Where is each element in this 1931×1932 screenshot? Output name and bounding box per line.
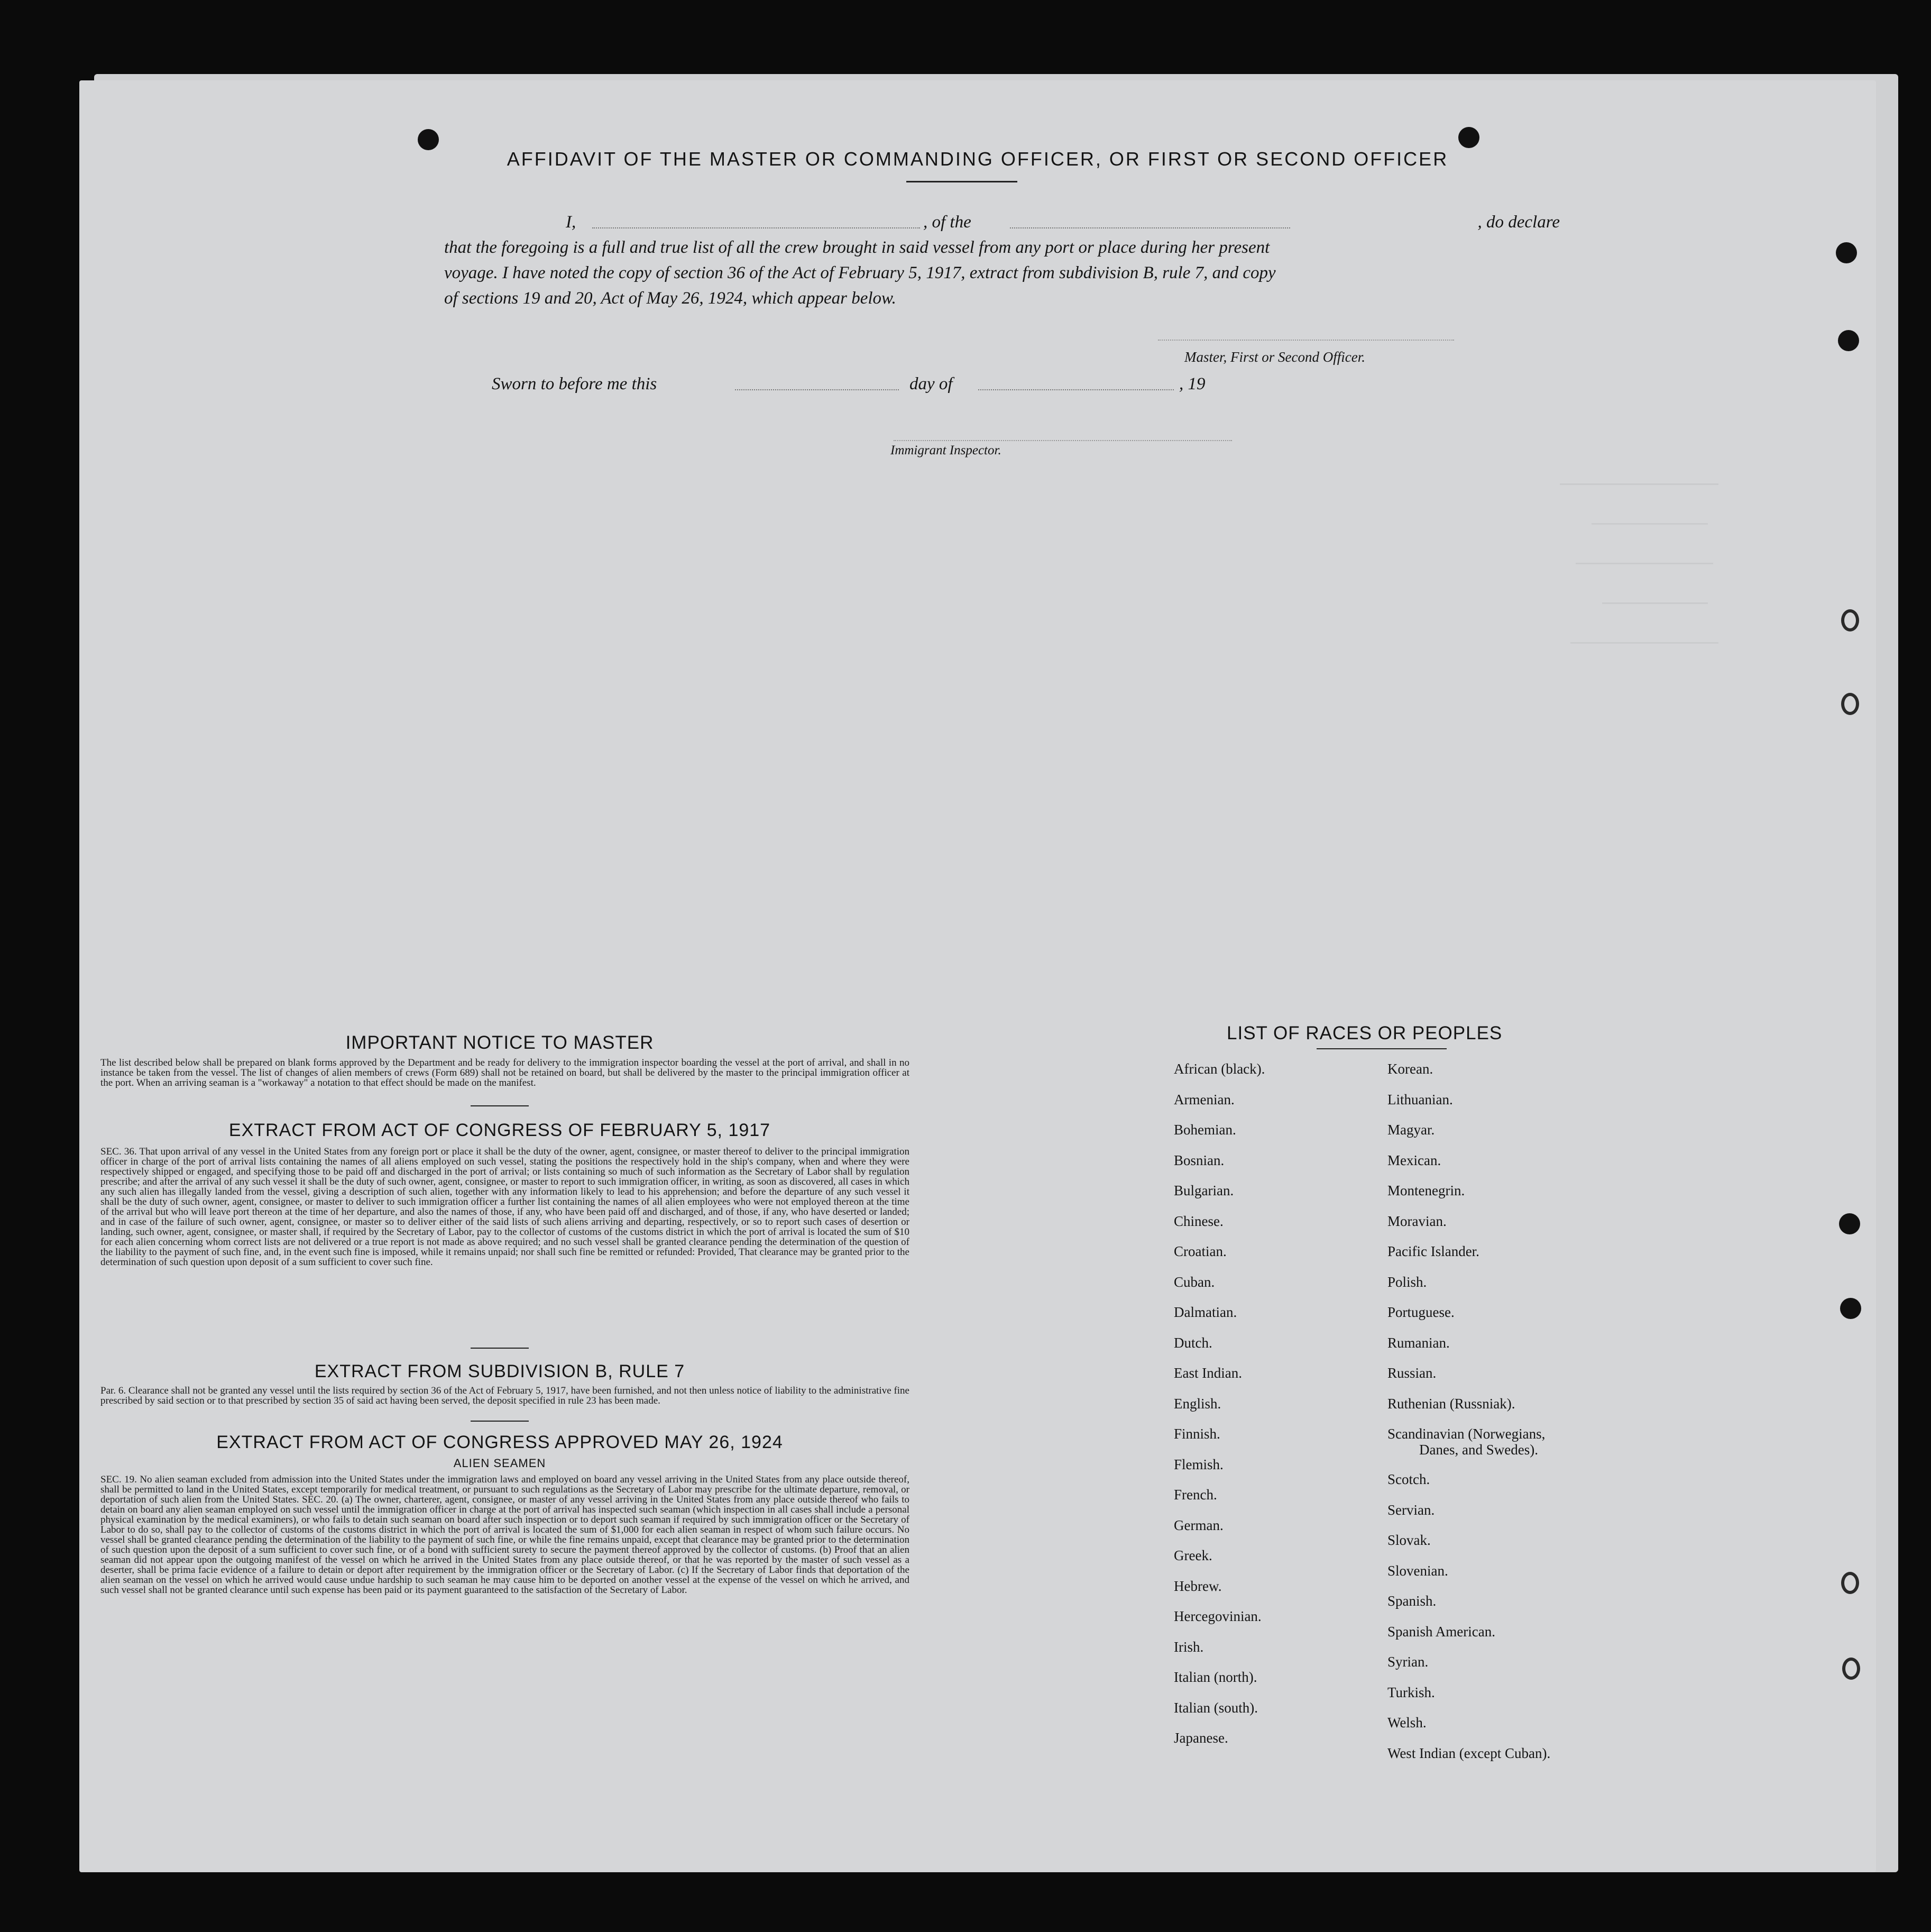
declaration-line-3: voyage. I have noted the copy of section 36 of the Act of February 5, 1917, extract from subdivision B, rule 7, and copy — [444, 263, 1276, 282]
declare-label: , do declare — [1477, 213, 1560, 232]
punch-hole — [1842, 1658, 1860, 1680]
race-item: Turkish. — [1387, 1684, 1435, 1700]
race-item: Scotch. — [1387, 1471, 1430, 1487]
master-signature-field[interactable] — [1158, 340, 1454, 341]
punch-hole — [1841, 693, 1859, 715]
race-item: Dalmatian. — [1174, 1304, 1237, 1320]
punch-hole — [1838, 330, 1859, 351]
race-item: Pacific Islander. — [1387, 1243, 1479, 1259]
declaration-line-4: of sections 19 and 20, Act of May 26, 1924, which appear below. — [444, 289, 896, 308]
race-item: English. — [1174, 1395, 1221, 1412]
race-item: Finnish. — [1174, 1426, 1220, 1442]
race-item: Servian. — [1387, 1501, 1435, 1518]
races-title: LIST OF RACES OR PEOPLES — [1227, 1023, 1503, 1043]
race-item: Ruthenian (Russniak). — [1387, 1395, 1515, 1412]
race-item: Scandinavian (Norwegians, — [1387, 1426, 1546, 1442]
extract-1917-title: EXTRACT FROM ACT OF CONGRESS OF FEBRUARY 5, 1917 — [228, 1120, 771, 1140]
sworn-statement — [492, 374, 1285, 394]
race-item: Spanish. — [1387, 1593, 1437, 1609]
race-item: Dutch. — [1174, 1334, 1212, 1351]
punch-hole — [1840, 1298, 1861, 1319]
rule7-body: Par. 6. Clearance shall not be granted any vessel until the lists required by section 36 of the Act of February 5, 1917, have been furnished, and not then unless notice of liability to the administrative fine prescribed by said section or to that prescribed by section 35 of said act having been served, the deposit specified in rule 23 has been made. — [100, 1386, 909, 1406]
race-item: Spanish American. — [1387, 1623, 1495, 1640]
race-item: French. — [1174, 1487, 1217, 1503]
race-item: Montenegrin. — [1387, 1183, 1465, 1198]
race-item: Hebrew. — [1174, 1578, 1222, 1594]
race-item: Bosnian. — [1174, 1152, 1225, 1168]
rule7-title: EXTRACT FROM SUBDIVISION B, RULE 7 — [314, 1361, 685, 1381]
year-label: , 19 — [1179, 374, 1206, 393]
affidavit-title: AFFIDAVIT OF THE MASTER OR COMMANDING OFFICER, OR FIRST OR SECOND OFFICER — [507, 148, 1449, 170]
race-item: East Indian. — [1174, 1365, 1242, 1381]
race-item: Armenian. — [1174, 1091, 1235, 1107]
extract-1924-title: EXTRACT FROM ACT OF CONGRESS APPROVED MAY 26, 1924 — [216, 1432, 783, 1452]
race-item: Croatian. — [1174, 1243, 1227, 1259]
punch-hole — [1836, 242, 1857, 263]
sworn-label: Sworn to before me this — [492, 374, 657, 393]
extract-1924-subtitle: ALIEN SEAMEN — [453, 1457, 546, 1470]
race-item: Rumanian. — [1387, 1334, 1450, 1351]
race-item: Danes, and Swedes). — [1419, 1442, 1538, 1458]
punch-hole — [1839, 1213, 1860, 1234]
extract-1924-body: SEC. 19. No alien seaman excluded from admission into the United States under the immigration laws and employed on board any vessel arriving in the United States from any place outside thereof, shall be permitted to land in the United States, except temporarily for medical treatment, or pursuant to such regulations as the Secretary of Labor may prescribe for the ultimate departure, removal, or deportation of such alien from the United States. SEC. 20. (a) The owner, charterer, agent, consignee, or master of any vessel arriving in the United States from any place outside thereof who fails to detain on board any alien seaman employed on such vessel until the immigration officer in charge at the port of arrival has inspected such seaman (which inspection in all cases shall include a personal physical examination by the medical examiners), or who fails to detain such seaman on board after such inspection or to deport such seaman if required by such immigration officer or the Secretary of Labor to do so, shall pay to the collector of customs of the customs district in which the port of arrival is located the sum of $1,000 for each alien seaman in respect of whom such failure occurs. No vessel shall be granted clearance pending the determination of the liability to the payment of such fine, or while the fine remains unpaid, except that clearance may be granted prior to the determination of such question upon the deposit of a sum sufficient to cover such fine, or of a bond with sufficient surety to secure the payment thereof approved by the collector of customs. (b) Proof that an alien seaman did not appear upon the outgoing manifest of the vessel on which he arrived in the United States from any place outside thereof, or that he was reported by the master of such vessel as a deserter, shall be prima facie evidence of a failure to detain or deport after requirement by the immigration officer or the Secretary of Labor. (c) If the Secretary of Labor finds that deportation of the alien seaman on the vessel on which he arrived would cause undue hardship to such seaman he may cause him to be deported on another vessel at the expense of the vessel on which he arrived, and such vessel shall not be granted clearance until such expense has been paid or its payment guaranteed to the satisfaction of the Secretary of Labor. — [100, 1475, 909, 1596]
declarant-prefix: I, — [566, 213, 576, 232]
declarant-name-field[interactable] — [592, 227, 920, 228]
inspector-signature-label: Immigrant Inspector. — [890, 443, 1001, 457]
extract-1917-body: SEC. 36. That upon arrival of any vessel in the United States from any foreign port or place it shall be the duty of the owner, agent, consignee, or master thereof to deliver to the principal immigration officer in charge of the port of arrival lists containing the names of all aliens employed on such vessel, stating the positions the respectively hold in the ship's company, when and where they were respectively shipped or engaged, and specifying those to be paid off and discharged in the port of arrival; or lists containing so much of such information as the Secretary of Labor shall by regulation prescribe; and after the arrival of any such vessel it shall be the duty of such owner, agent, consignee, or master to report to such immigration officer, in writing, as soon as discovered, all cases in which any such alien has illegally landed from the vessel, giving a description of such alien, together with any information likely to lead to his apprehension; and before the departure of any such vessel it shall be the duty of such owner, agent, consignee, or master to deliver to such immigration officer a further list containing the names of all alien employees who were not employed thereon at the time of the arrival but who will leave port thereon at the time of her departure, and also the names of those, if any, who have been paid off and discharged, and of those, if any, who have deserted or landed; and in case of the failure of such owner, agent, consignee, or master so to deliver either of the said lists of such aliens arriving and departing, respectively, or so to report such cases of desertion or landing, such owner, agent, consignee, or master shall, if required by the Secretary of Labor, pay to the collector of customs of the customs district in which the port of arrival is located the sum of $10 for each alien concerning whom correct lists are not delivered or a true report is not made as above required; and no such vessel shall be granted clearance pending the determination of the question of the liability to the payment of such fine, and, in the event such fine is imposed, while it remains unpaid; nor shall such fine be remitted or refunded: Provided, That clearance may be granted prior to the determination of such question upon deposit of a sum sufficient to cover such fine. — [100, 1147, 909, 1268]
race-item: Cuban. — [1174, 1274, 1215, 1290]
sworn-month-field[interactable] — [978, 389, 1174, 390]
race-item: Magyar. — [1387, 1122, 1435, 1138]
race-item: Portuguese. — [1387, 1304, 1455, 1320]
master-signature-label: Master, First or Second Officer. — [1184, 349, 1365, 365]
section-divider — [471, 1348, 529, 1349]
race-item: Welsh. — [1387, 1715, 1427, 1730]
punch-hole — [1458, 127, 1479, 148]
race-item: Irish. — [1174, 1638, 1204, 1655]
document-page — [79, 80, 1876, 1872]
title-underline — [906, 181, 1017, 182]
race-item: Korean. — [1387, 1061, 1433, 1077]
punch-hole — [1841, 1572, 1859, 1594]
vessel-name-field[interactable] — [1010, 227, 1290, 228]
race-item: Lithuanian. — [1387, 1091, 1453, 1107]
notice-body: The list described below shall be prepared on blank forms approved by the Department and be ready for delivery to the immigration inspector boarding the vessel at the port of arrival, and shall in no instance be taken from the vessel. The list of changes of alien members of crews (Form 689) shall not be retained on board, but shall be delivered by the master to the principal immigration officer at the port. When an arriving seaman is a "workaway" a notation to that effect should be made on the manifest. — [100, 1058, 909, 1088]
punch-hole — [418, 129, 439, 150]
race-item: Hercegovinian. — [1174, 1608, 1262, 1624]
race-item: African (black). — [1174, 1061, 1265, 1077]
punch-hole — [1841, 609, 1859, 631]
races-title-underline — [1317, 1048, 1447, 1049]
race-item: Japanese. — [1174, 1730, 1228, 1746]
race-item: Flemish. — [1174, 1456, 1224, 1472]
race-item: Slovak. — [1387, 1532, 1431, 1548]
race-item: Polish. — [1387, 1274, 1427, 1290]
race-item: Italian (south). — [1174, 1699, 1258, 1716]
race-item: Chinese. — [1174, 1213, 1224, 1229]
day-of-label: day of — [909, 374, 953, 393]
race-item: Italian (north). — [1174, 1669, 1257, 1685]
declaration-line-2: that the foregoing is a full and true list of all the crew brought in said vessel from any port or place during her present — [444, 238, 1270, 257]
inspector-signature-field[interactable] — [894, 440, 1232, 441]
race-item: Slovenian. — [1387, 1562, 1448, 1579]
notice-title: IMPORTANT NOTICE TO MASTER — [345, 1032, 654, 1053]
sworn-day-field[interactable] — [735, 389, 899, 390]
race-item: Syrian. — [1387, 1654, 1429, 1670]
section-divider — [471, 1105, 529, 1106]
race-item: Moravian. — [1387, 1213, 1447, 1229]
race-item: Greek. — [1174, 1548, 1212, 1563]
race-item: Bohemian. — [1174, 1122, 1236, 1138]
race-item: Mexican. — [1387, 1152, 1441, 1168]
race-item: Bulgarian. — [1174, 1183, 1234, 1198]
section-divider — [471, 1421, 529, 1422]
bleed-through-rows — [1560, 461, 1835, 1730]
race-item: German. — [1174, 1517, 1224, 1533]
race-item: West Indian (except Cuban). — [1387, 1745, 1551, 1761]
races-left-column — [1174, 1061, 1265, 1761]
race-item: Russian. — [1387, 1365, 1437, 1381]
races-right-column — [1387, 1061, 1550, 1775]
of-the-label: , of the — [923, 213, 971, 232]
